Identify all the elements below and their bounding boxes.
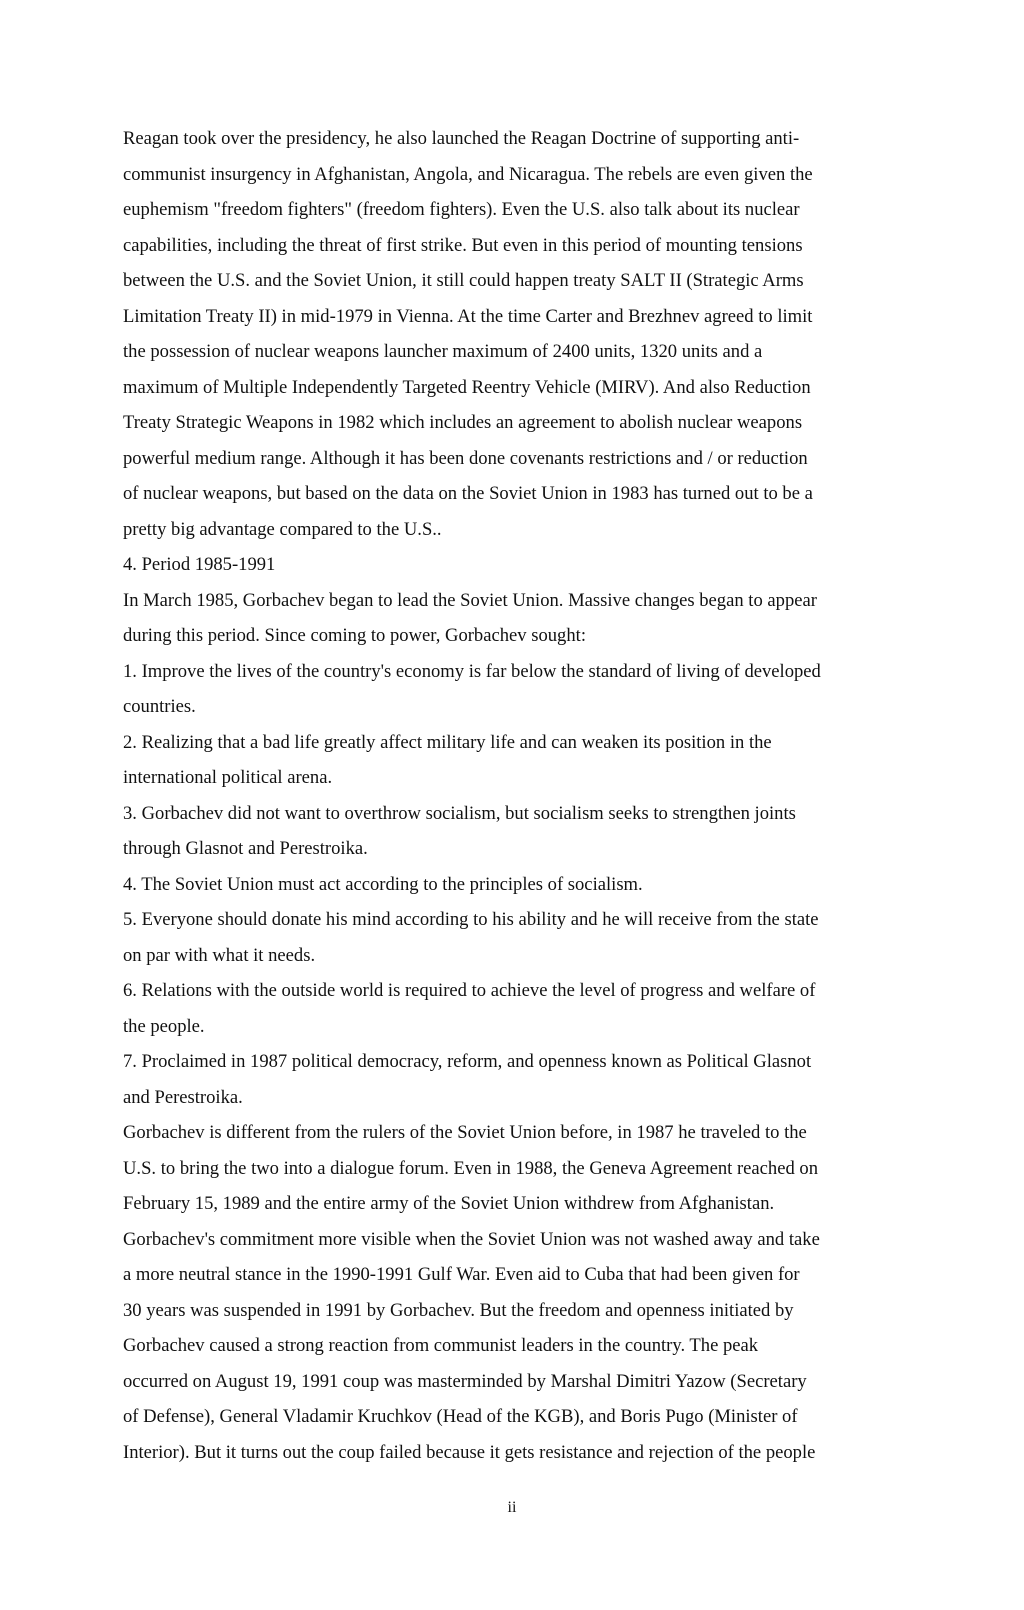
text-line: of nuclear weapons, but based on the data on the Soviet Union in 1983 has turned out to be a xyxy=(123,483,813,504)
body-text xyxy=(123,121,883,1470)
text-line: 30 years was suspended in 1991 by Gorbachev. But the freedom and openness initiated by xyxy=(123,1299,794,1321)
text-line: U.S. to bring the two into a dialogue forum. Even in 1988, the Geneva Agreement reached on xyxy=(123,1157,819,1179)
text-line: pretty big advantage compared to the U.S.. xyxy=(123,518,442,540)
text-line: the possession of nuclear weapons launcher maximum of 2400 units, 1320 units and a xyxy=(123,341,763,362)
text-line: communist insurgency in Afghanistan, Angola, and Nicaragua. The rebels are even given the xyxy=(123,163,813,185)
text-line: maximum of Multiple Independently Targeted Reentry Vehicle (MIRV). And also Reduction xyxy=(123,376,811,398)
text-line: Gorbachev's commitment more visible when the Soviet Union was not washed away and take xyxy=(123,1228,820,1250)
list-item-line: through Glasnot and Perestroika. xyxy=(123,838,368,859)
page-number: ii xyxy=(507,1499,517,1516)
list-item-line: international political arena. xyxy=(123,767,333,788)
list-item-line: 1. Improve the lives of the country's economy is far below the standard of living of developed xyxy=(123,660,821,682)
list-item-line: the people. xyxy=(123,1015,205,1037)
text-line: In March 1985, Gorbachev began to lead the Soviet Union. Massive changes began to appear xyxy=(123,589,817,611)
text-line: capabilities, including the threat of first strike. But even in this period of mounting tensions xyxy=(123,234,803,256)
text-line: of Defense), General Vladamir Kruchkov (Head of the KGB), and Boris Pugo (Minister of xyxy=(123,1406,798,1427)
text-line: powerful medium range. Although it has been done covenants restrictions and / or reduction xyxy=(123,447,808,469)
text-line: Gorbachev caused a strong reaction from communist leaders in the country. The peak xyxy=(123,1335,759,1356)
list-item-line: 3. Gorbachev did not want to overthrow socialism, but socialism seeks to strengthen joints xyxy=(123,802,796,824)
text-line: a more neutral stance in the 1990-1991 Gulf War. Even aid to Cuba that had been given for xyxy=(123,1264,800,1285)
text-line: Gorbachev is different from the rulers of the Soviet Union before, in 1987 he traveled to the xyxy=(123,1122,807,1143)
text-line: Interior). But it turns out the coup failed because it gets resistance and rejection of the people xyxy=(123,1441,816,1463)
text-line: during this period. Since coming to power, Gorbachev sought: xyxy=(123,625,586,646)
list-item-line: countries. xyxy=(123,696,196,717)
list-item-line: 6. Relations with the outside world is required to achieve the level of progress and welfare of xyxy=(123,980,816,1001)
text-line: between the U.S. and the Soviet Union, it still could happen treaty SALT II (Strategic Arms xyxy=(123,270,804,291)
list-item-line: 7. Proclaimed in 1987 political democracy, reform, and openness known as Political Glasnot xyxy=(123,1051,812,1072)
list-item-line: on par with what it needs. xyxy=(123,944,316,966)
section-heading: 4. Period 1985-1991 xyxy=(123,554,276,575)
text-line: Treaty Strategic Weapons in 1982 which includes an agreement to abolish nuclear weapons xyxy=(123,412,803,433)
text-line: Reagan took over the presidency, he also launched the Reagan Doctrine of supporting anti- xyxy=(123,128,800,149)
text-line: February 15, 1989 and the entire army of the Soviet Union withdrew from Afghanistan. xyxy=(123,1193,775,1214)
list-item-line: 2. Realizing that a bad life greatly affect military life and can weaken its position in the xyxy=(123,731,772,753)
text-line: Limitation Treaty II) in mid-1979 in Vienna. At the time Carter and Brezhnev agreed to limit xyxy=(123,305,813,327)
list-item-line: 4. The Soviet Union must act according to the principles of socialism. xyxy=(123,873,643,895)
text-line: euphemism "freedom fighters" (freedom fighters). Even the U.S. also talk about its nuclear xyxy=(123,199,800,220)
text-line: occurred on August 19, 1991 coup was masterminded by Marshal Dimitri Yazow (Secretary xyxy=(123,1370,807,1392)
list-item-line: and Perestroika. xyxy=(123,1086,243,1108)
list-item-line: 5. Everyone should donate his mind according to his ability and he will receive from the state xyxy=(123,909,819,930)
